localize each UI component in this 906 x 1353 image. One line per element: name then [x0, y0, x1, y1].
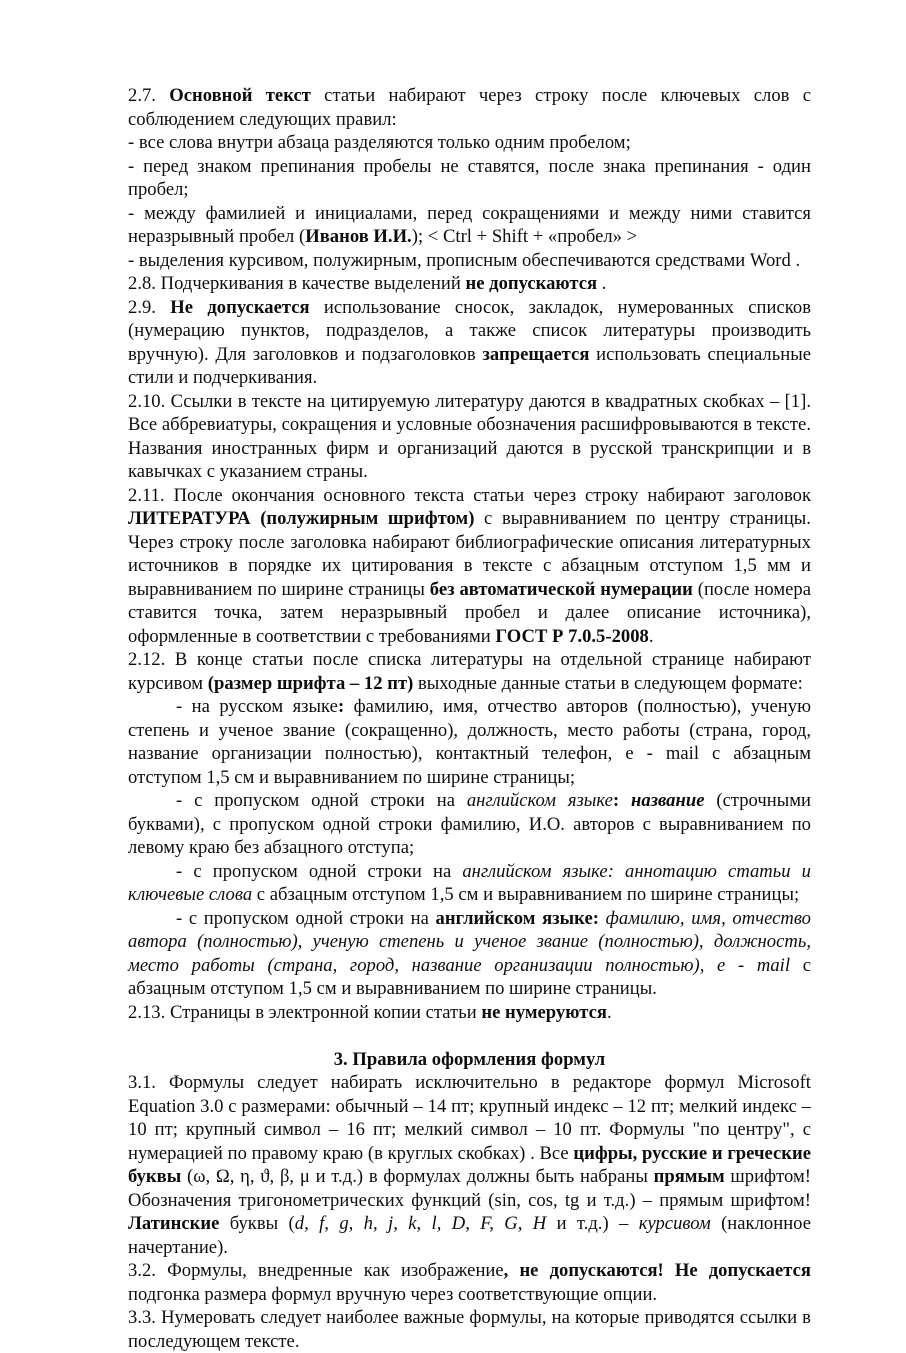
paragraph-sub-en-author — [128, 907, 811, 1001]
paragraph-sub-en-title — [128, 789, 811, 860]
text-run: (после номера ставится точка, затем неразрывный пробел и далее описание источника), оформленные в соответствии с требованиями — [128, 578, 811, 647]
text-run: буквы ( — [219, 1213, 295, 1234]
text-run: английском языке — [466, 790, 613, 811]
text-run: (наклонное начертание). — [128, 1213, 811, 1258]
text-run: - с пропуском одной строки на — [176, 790, 467, 811]
text-run: Иванов И.И. — [305, 226, 412, 247]
text-run: шрифтом! Обозначения тригонометрических функций (sin, cos, tg и т.д.) – прямым шрифтом! — [128, 1166, 811, 1211]
text-run: ЛИТЕРАТУРА (полужирным шрифтом) — [128, 508, 475, 529]
text-run: 3.3. Нумеровать следует наиболее важные формулы, на которые приводятся ссылки в последующем тексте. — [128, 1307, 811, 1352]
text-run: с абзацным отступом 1,5 см и выравниванием по ширине страницы. — [128, 954, 811, 999]
paragraph-item-2-10 — [128, 390, 811, 484]
text-run: d, f, g, h, j, k, l, D, F, G, H — [294, 1213, 547, 1234]
text-run: - между фамилией и инициалами, перед сокращениями и между ними ставится неразрывный пробел ( — [128, 202, 811, 247]
text-run: с абзацным отступом 1,5 см и выравниванием по ширине страницы; — [252, 884, 800, 905]
blank-line — [128, 1024, 811, 1048]
text-run: Латинские — [128, 1213, 220, 1234]
text-run: . — [597, 273, 607, 294]
text-run: название — [631, 790, 705, 811]
text-run: статьи набирают через строку после ключевых слов с соблюдением следующих правил: — [128, 85, 812, 130]
text-run: выходные данные статьи в следующем формате: — [413, 672, 803, 694]
text-run: : — [337, 696, 345, 717]
text-run: - с пропуском одной строки на — [176, 907, 436, 929]
text-run: - с пропуском одной строки на — [176, 860, 463, 882]
paragraph-item-2-8 — [128, 272, 811, 296]
text-run: - перед знаком препинания пробелы не ставятся, после знака препинания - один пробел; — [128, 155, 811, 200]
text-run: фамилию, имя, отчество автора (полностью), ученую степень и ученое звание (полностью), должность, место работы (страна, город, название организации полностью), e - mail — [128, 907, 811, 976]
text-run: 2.10. Ссылки в тексте на цитируемую литературу даются в квадратных скобках – [1]. Все аббревиатуры, сокращения и условные обозначения расшифровываются в тексте. Названия иностранных фирм и организаций даются в русской транскрипции и в кавычках с указанием страны. — [128, 390, 811, 482]
text-run: . — [606, 1001, 612, 1023]
text-run: ); < Ctrl + Shift + «пробел» > — [411, 226, 638, 247]
text-run: Не допускается — [170, 296, 310, 318]
text-run: 3. Правила оформления формул — [333, 1048, 606, 1070]
text-run: 3.2. Формулы, внедренные как изображение — [128, 1260, 504, 1281]
text-run: фамилию, имя, отчество авторов (полностью), ученую степень и ученое звание (сокращенно), должность, место работы (страна, город, название организации полностью), контактный телефон, e - mail с абзацным отступом 1,5 см и выравниванием по ширине страницы; — [128, 696, 811, 788]
paragraph-item-3-2 — [128, 1259, 811, 1306]
text-run: не допускаются — [465, 273, 598, 294]
paragraph-item-2-13 — [128, 1001, 811, 1025]
text-run: Основной текст — [169, 85, 311, 106]
text-run: 2.9. — [128, 296, 171, 318]
text-run: запрещается — [482, 343, 590, 365]
text-run: английском языке: — [435, 907, 599, 929]
text-run: цифры, русские и греческие буквы — [128, 1142, 811, 1187]
paragraph-dash-4 — [128, 249, 811, 273]
text-run: английском языке: аннотацию статьи и ключевые слова — [128, 860, 811, 905]
document-body — [128, 84, 811, 1353]
text-run: 2.12. В конце статьи после списка литературы на отдельной странице набирают курсивом — [128, 649, 811, 694]
text-run: (размер шрифта – 12 пт) — [207, 672, 414, 694]
paragraph-sub-ru — [128, 695, 811, 789]
paragraph-dash-2 — [128, 155, 811, 202]
text-run: (ω, Ω, η, ϑ, β, μ и т.д.) в формулах должны быть набраны — [181, 1166, 654, 1187]
text-run: использовать специальные стили и подчеркивания. — [128, 343, 811, 388]
text-run: без автоматической нумерации — [429, 578, 693, 600]
paragraph-dash-1 — [128, 131, 811, 155]
text-run: и т.д.) – — [546, 1213, 639, 1234]
text-run: (строчными буквами), с пропуском одной строки фамилию, И.О. авторов с выравниванием по левому краю без абзацного отступа; — [128, 790, 811, 858]
paragraph-item-2-11 — [128, 484, 811, 649]
section-heading — [128, 1048, 811, 1072]
text-run: . — [648, 625, 654, 647]
text-run: 3.1. Формулы следует набирать исключительно в редакторе формул Microsoft Equation 3.0 с размерами: обычный – 14 пт; крупный индекс – 12 пт; мелкий индекс – 10 пт; крупный символ – 16 пт; мелкий символ – 10 пт. Формулы "по центру", с нумерацией по правому краю (в круглых скобках) . Все — [128, 1072, 811, 1164]
text-run: : — [612, 790, 632, 811]
text-run: 2.8. Подчеркивания в качестве выделений — [128, 273, 466, 294]
paragraph-item-2-12 — [128, 648, 811, 695]
paragraph-item-3-3 — [128, 1306, 811, 1353]
text-run: с выравниванием по центру страницы. Через строку после заголовка набирают библиографические описания литературных источников в порядке их цитирования в тексте с абзацным отступом 1,5 мм и выравниванием по ширине страницы — [128, 508, 811, 600]
text-run: ГОСТ Р 7.0.5-2008 — [495, 625, 649, 647]
text-run: 2.11. После окончания основного текста статьи через строку набирают заголовок — [128, 484, 811, 506]
paragraph-item-2-7 — [128, 84, 811, 131]
text-run: 2.13. Страницы в электронной копии статьи — [128, 1001, 482, 1023]
text-run: не нумеруются — [481, 1001, 607, 1023]
text-run: курсивом — [638, 1213, 711, 1234]
paragraph-sub-en-abstract — [128, 860, 811, 907]
paragraph-item-3-1 — [128, 1071, 811, 1259]
text-run: - на русском языке — [176, 696, 338, 717]
text-run: прямым — [653, 1166, 725, 1187]
text-run: подгонка размера формул вручную через соответствующие опции. — [128, 1283, 658, 1305]
text-run: 2.7. — [128, 85, 170, 106]
text-run: использование сносок, закладок, нумерованных списков (нумерацию пунктов, подразделов, а также список литературы производить вручную). Для заголовков и подзаголовков — [128, 296, 811, 365]
text-run: - выделения курсивом, полужирным, прописным обеспечиваются средствами Word . — [128, 249, 801, 271]
paragraph-dash-3 — [128, 202, 811, 249]
text-run: , не допускаются! Не допускается — [503, 1260, 812, 1281]
paragraph-item-2-9 — [128, 296, 811, 390]
text-run: - все слова внутри абзаца разделяются только одним пробелом; — [128, 132, 631, 153]
